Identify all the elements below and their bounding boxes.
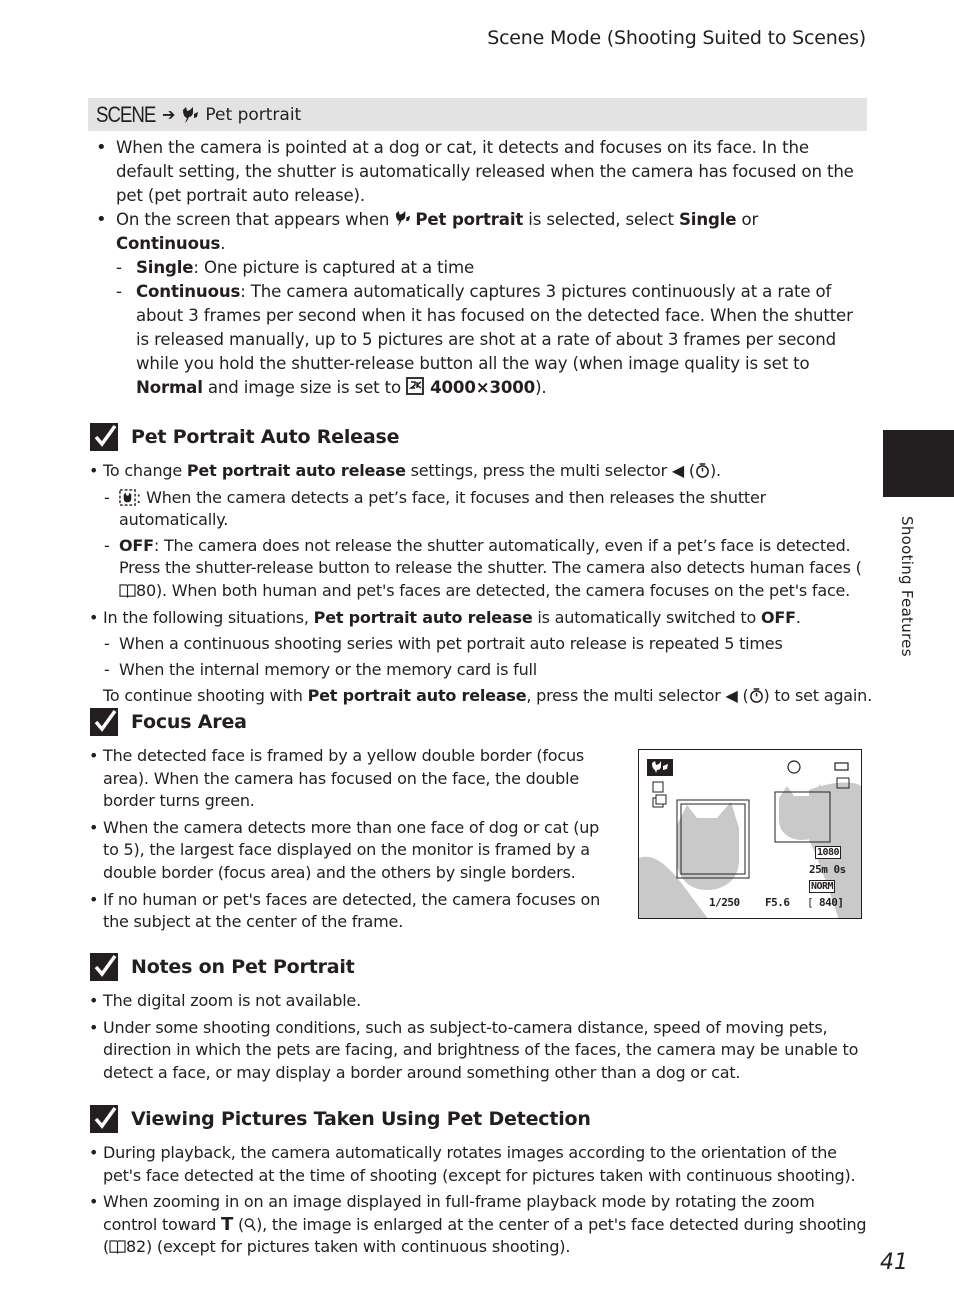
section-heading-auto-release: Pet Portrait Auto Release bbox=[90, 422, 399, 452]
list-item: • The digital zoom is not available. bbox=[103, 990, 863, 1013]
list-item: - When the internal memory or the memory card is full bbox=[119, 659, 873, 682]
focus-area-list bbox=[103, 745, 603, 934]
camera-monitor-illustration bbox=[638, 749, 862, 919]
auto-off-conditions bbox=[103, 633, 873, 681]
page-number: 41 bbox=[880, 1250, 908, 1275]
remaining-exposures: 840] bbox=[819, 896, 844, 909]
list-item: To continue shooting with Pet portrait auto release, press the multi selector ◀ ( ) to set again. bbox=[103, 686, 872, 706]
list-item: • When zooming in on an image displayed in full-frame playback mode by rotating the zoom control toward T ( ), the image is enlarged at the center of a pet's face detected during shooting ( 82) (except for pictures taken with continuous shooting). bbox=[103, 1191, 873, 1259]
list-item: • When the camera is pointed at a dog or cat, it detects and focuses on its face. In the default setting, the shutter is automatically released when the camera has focused on the pet (pet portrait auto release). bbox=[116, 136, 861, 208]
check-note-icon bbox=[90, 953, 118, 981]
scene-mode-bar bbox=[88, 98, 867, 131]
intro-list bbox=[116, 136, 861, 400]
section-heading-viewing: Viewing Pictures Taken Using Pet Detection bbox=[90, 1104, 591, 1134]
pet-scene-illustration bbox=[639, 750, 862, 919]
viewing-list bbox=[103, 1142, 873, 1259]
pet-portrait-icon bbox=[181, 106, 199, 124]
list-item: • On the screen that appears when Pet portrait is selected, select Single or Continuous. - Single: One picture is captured at a time - Continuous: The camera automatically captures 3 pictures continuously at a rate of about 3 frames per second when it has focused on the detected face. When the shutter is released manually, up to 5 pictures are shot at a rate of about 3 frames per second while you hold the shutter-release button all the way (when image quality is set to Normal and image size is set to 4000×3000). bbox=[116, 208, 861, 400]
arrow-icon: ➔ bbox=[162, 105, 176, 124]
remaining-time: 25m 0s bbox=[809, 863, 846, 876]
list-item: - OFF: The camera does not release the shutter automatically, even if a pet’s face is detected. Press the shutter-release button to release the shutter. The camera also detects human faces (80). When both human and pet's faces are detected, the camera focuses on the pet's face. bbox=[119, 535, 873, 603]
list-item: • In the following situations, Pet portrait auto release is automatically switched to OFF. - When a continuous shooting series with pet portrait auto release is repeated 5 times - When the internal memory or the memory card is full bbox=[103, 607, 873, 682]
check-note-icon bbox=[90, 708, 118, 736]
image-quality-badge: NORM bbox=[811, 881, 834, 892]
list-item: - Single: One picture is captured at a time bbox=[136, 256, 861, 280]
auto-release-options bbox=[103, 487, 873, 603]
chapter-tab-label: Shooting Features bbox=[898, 516, 916, 657]
self-timer-icon bbox=[749, 688, 764, 703]
list-item: • The detected face is framed by a yellow double border (focus area). When the camera has focused on the face, the double border turns green. bbox=[103, 745, 603, 813]
list-item: • When the camera detects more than one face of dog or cat (up to 5), the largest face displayed on the monitor is framed by a double border (focus area) and the others by single borders. bbox=[103, 817, 603, 885]
notes-list bbox=[103, 990, 863, 1084]
check-note-icon bbox=[90, 423, 118, 451]
pet-portrait-icon bbox=[394, 210, 411, 227]
list-item: • During playback, the camera automatically rotates images according to the orientation of the pet's face detected at the time of shooting (except for pictures taken with continuous shooting). bbox=[103, 1142, 873, 1187]
list-item: • Under some shooting conditions, such as subject-to-camera distance, speed of moving pets, direction in which the pets are facing, and brightness of the faces, the camera may be unable to detect a face, or may display a border around something other than a dog or cat. bbox=[103, 1017, 863, 1085]
list-item: - When a continuous shooting series with pet portrait auto release is repeated 5 times bbox=[119, 633, 873, 656]
scene-label: SCENE bbox=[96, 101, 156, 127]
shutter-speed: 1/250 bbox=[709, 896, 740, 909]
reference-book-icon bbox=[119, 583, 136, 598]
chapter-tab bbox=[883, 430, 954, 497]
list-item: - : When the camera detects a pet’s face, it focuses and then releases the shutter automatically. bbox=[119, 487, 873, 532]
pet-auto-release-icon bbox=[119, 489, 136, 506]
exposure-bracket: [ bbox=[807, 896, 814, 909]
image-size-icon bbox=[406, 376, 426, 396]
section-heading-notes: Notes on Pet Portrait bbox=[90, 952, 355, 982]
list-item: • If no human or pet's faces are detected, the camera focuses on the subject at the center of the frame. bbox=[103, 889, 603, 934]
check-note-icon bbox=[90, 1105, 118, 1133]
page-header-title: Scene Mode (Shooting Suited to Scenes) bbox=[487, 27, 866, 49]
list-item: - Continuous: The camera automatically captures 3 pictures continuously at a rate of about 3 frames per second when it has focused on the detected face. When the shutter is released manually, up to 5 pictures are shot at a rate of about 3 frames per second while you hold the shutter-release button all the way (when image quality is set to Normal and image size is set to 4000×3000). bbox=[136, 280, 861, 400]
section-heading-focus-area: Focus Area bbox=[90, 707, 247, 737]
aperture-value: F5.6 bbox=[765, 896, 790, 909]
video-mode-badge: 1080 bbox=[817, 847, 840, 858]
list-item: • To change Pet portrait auto release settings, press the multi selector ◀ ( ). - : When the camera detects a pet’s face, it focuses and then releases the shutter automatically. - OFF: The camera does not release the shutter automatically, even if a pet’s face is detected. Press the shutter-release button to release the shutter. The camera also detects human faces (80). When both human and pet's faces are detected, the camera focuses on the pet's face. bbox=[103, 460, 873, 603]
auto-release-list bbox=[103, 460, 873, 708]
self-timer-icon bbox=[695, 463, 710, 478]
mode-options-list bbox=[116, 256, 861, 400]
reference-book-icon bbox=[109, 1239, 126, 1254]
scene-mode-name: Pet portrait bbox=[205, 104, 302, 125]
zoom-in-icon bbox=[244, 1217, 256, 1232]
